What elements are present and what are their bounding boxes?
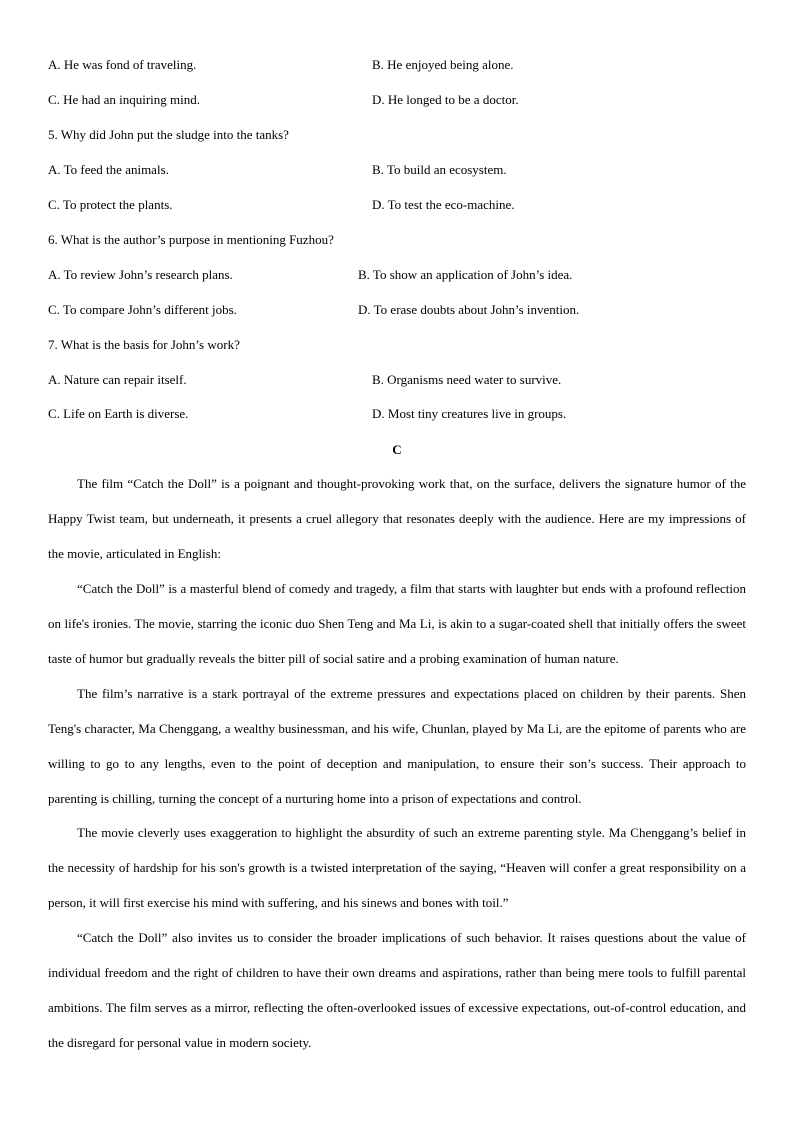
q5-option-c: C. To protect the plants.	[48, 197, 173, 212]
q4-options-row-2	[48, 90, 748, 110]
q6-options-row-2	[48, 300, 748, 320]
passage-paragraph-2: “Catch the Doll” is a masterful blend of comedy and tragedy, a film that starts with laughter but ends with a profound reflection on life's ironies. The movie, starring the iconic duo Shen Teng and Ma Li, is akin to a sugar-coated shell that initially offers the sweet taste of humor but gradually reveals the bitter pill of social satire and a probing examination of human nature.	[48, 581, 746, 666]
passage-paragraph-4: The movie cleverly uses exaggeration to highlight the absurdity of such an extreme parenting style. Ma Chenggang’s belief in the necessity of hardship for his son's growth is a twisted interpretation of the saying, “Heaven will confer a great responsibility on a person, it will first exercise his mind with suffering, and his sinews and bones with toil.”	[48, 825, 746, 910]
q7-stem: 7. What is the basis for John’s work?	[48, 337, 240, 352]
passage-paragraph-3: The film’s narrative is a stark portrayal of the extreme pressures and expectations placed on children by their parents. Shen Teng's character, Ma Chenggang, a wealthy businessman, and his wife, Chunlan, played by Ma Li, are the epitome of parents who are willing to go to any lengths, even to the point of deception and manipulation, to ensure their son’s success. Their approach to parenting is chilling, turning the concept of a nurturing home into a prison of expectations and control.	[48, 686, 746, 806]
q5-stem: 5. Why did John put the sludge into the tanks?	[48, 127, 289, 142]
passage-paragraph-5: “Catch the Doll” also invites us to consider the broader implications of such behavior. It raises questions about the value of individual freedom and the right of children to have their own dreams and aspirations, rather than being mere tools to fulfill parental ambitions. The film serves as a mirror, reflecting the often-overlooked issues of excessive expectations, out-of-control education, and the disregard for personal value in modern society.	[48, 930, 746, 1050]
q5-option-b: B. To build an ecosystem.	[372, 162, 507, 177]
q5-option-a: A. To feed the animals.	[48, 162, 169, 177]
q5-option-d: D. To test the eco-machine.	[372, 197, 515, 212]
q4-option-b: B. He enjoyed being alone.	[372, 57, 514, 72]
q7-option-a: A. Nature can repair itself.	[48, 372, 187, 387]
q7-option-d: D. Most tiny creatures live in groups.	[372, 406, 567, 421]
q4-option-d: D. He longed to be a doctor.	[372, 92, 519, 107]
q7-options-row-2	[48, 404, 748, 424]
q4-option-a: A. He was fond of traveling.	[48, 57, 197, 72]
q6-options-row-1	[48, 265, 748, 285]
q7-option-b: B. Organisms need water to survive.	[372, 372, 562, 387]
section-heading: C	[392, 442, 402, 457]
passage-paragraph-1: The film “Catch the Doll” is a poignant and thought-provoking work that, on the surface, delivers the signature humor of the Happy Twist team, but underneath, it presents a cruel allegory that resonates deeply with the audience. Here are my impressions of the movie, articulated in English:	[48, 476, 746, 561]
q5-options-row-2	[48, 195, 748, 215]
q4-options-row-1	[48, 55, 748, 75]
q7-option-c: C. Life on Earth is diverse.	[48, 406, 189, 421]
q4-option-c: C. He had an inquiring mind.	[48, 92, 201, 107]
q6-option-b: B. To show an application of John’s idea.	[358, 267, 573, 282]
q6-option-d: D. To erase doubts about John’s invention.	[358, 302, 580, 317]
q6-stem: 6. What is the author’s purpose in mentioning Fuzhou?	[48, 232, 334, 247]
q7-options-row-1	[48, 370, 748, 390]
q6-option-a: A. To review John’s research plans.	[48, 267, 233, 282]
q5-options-row-1	[48, 160, 748, 180]
q6-option-c: C. To compare John’s different jobs.	[48, 302, 237, 317]
